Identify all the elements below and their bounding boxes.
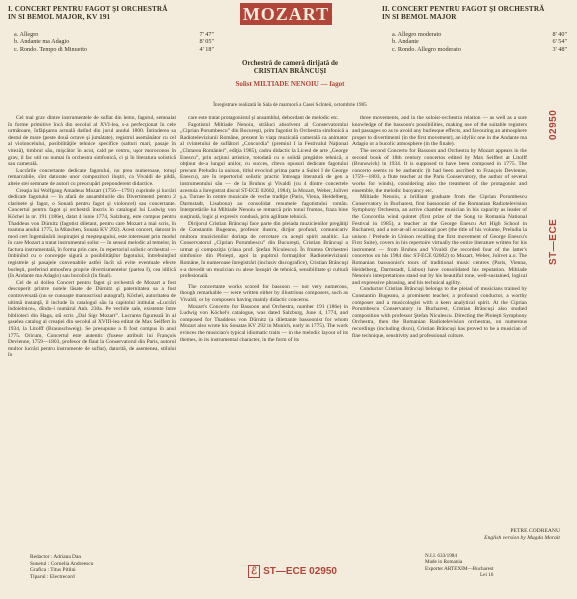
side-a-title-line2: IN SI BEMOL MAJOR, KV 191 xyxy=(8,13,111,21)
catalog-number: ℰ ST—ECE 02950 xyxy=(248,565,337,578)
liner-notes-column-3: three movements, and in the soloist-orchestra relation — as well as a sure knowledge of the bassoon's possibilities, making use of the suitable registers and passages so as to avoid any burlesque effects, and favouring an atmosphere proper to divertimenti (in the first movement), an idyllic one in the Andante ma Adagio or a bucolic atmosphere (in the finale). The second Concerto for Bassoon and Orchestra by Mozart appears in the second book of 18th century concertos edited by Max Seiffert at Litolff (Brunswick) in 1934. It is supposed to have been composed in 1775. The concerto seems to be authentic (it had been ascribed to François Devienne, 1759—1803, a flute teacher at the Paris Conservatory, the author of several works for winds), considering also the treatment of the protagonist and ensemble, the melodic buoyancy etc. Miltiade Nenoiu, a brilliant graduate from the Ciprian Porumbescu Conservatory in Bucharest, first bassoonist of the Romanian Radiotelevision Symphony Orchestra, an active chamber musician in his capacity as leader of the Concordia wind quintet (first prize of the Song to Romania National Festival in 1985), a teacher at the George Enescu Art High School in Bucharest, and a not-at-all occasional poet (the title of his volume, Preludiu la unison / Prelude in Unison recalling the first movement of George Enescu's First Suite), covers in his repertoire virtually the entire literature written for his instrument — from Bruhns and Vivaldi (he recorded four of the latter's concertos on his 1984 disc ST-ECE 02602) to Mozart, Weber, Jolivet a.o. The Romanian bassoonist's tours of traditional music centres (Paris, Vienna, Heidelberg, Darmstadt, Lisbon) have consolidated his reputation. Miltiade Nenoiu's interpretations stand out by his beautiful tone, well-sustained, logical and expressive phrasing, and his technical agility. Conductor Cristian Brâncuşi belongs to the pleiad of musicians trained by Constantin Bugeanu, a prominent teacher, a profound conductor, a worthy composer and a musicologist with a keen analytical spirit. At the Ciprian Porumbescu Conservatory in Bucharest, Cristian Brâncuşi also studied composition with professor Ştefan Niculescu. Directing the Ploieşti Symphony Orchestra, then the Romanian Radiotelevision orchestras, on numerous recordings (including discs), Cristian Brâncuşi has proved to be a musician of fine technique, sensitivity and professional culture. xyxy=(352,115,527,339)
orchestra-credit: Orchestră de cameră dirijată de CRISTIAN BRÂNCUŞI xyxy=(242,59,338,76)
side-a-title xyxy=(8,5,208,21)
track-item: c. Rondo. Allegro moderato 3' 48" xyxy=(392,45,567,53)
spine-label-prefix: ST—ECE xyxy=(548,218,559,265)
publisher-info: N.I.I. 633/1984 Made in Romania Exporter ARTEXIM—Bucharest Lei 16 xyxy=(425,553,494,579)
side-b-tracklist xyxy=(392,31,567,53)
track-item: b. Andante ma Adagio 8' 05" xyxy=(14,38,214,46)
label-logo-icon: ℰ xyxy=(248,565,260,578)
soloist-credit: Solist MILTIADE NENOIU — fagot xyxy=(235,80,345,88)
side-b-title-line2: IN SI BEMOL MAJOR xyxy=(382,13,457,21)
side-a-title-line1: I. CONCERT PENTRU FAGOT ŞI ORCHESTRĂ xyxy=(8,5,168,13)
spine-catalog-number: 02950 xyxy=(548,109,559,140)
track-item: c. Rondo. Tempo di Minuetto 4' 18" xyxy=(14,45,214,53)
production-credits: Redactor : Adriana Dan Sunetul : Cornelia Andreescu Grafica : Titus Pitlini Tiparul : Electrecord xyxy=(30,554,94,580)
author-signature: PETRE CODREANU English version by Magda Morait xyxy=(484,528,560,541)
liner-notes-column-1: Cel mai grav dintre instrumentele de suflat din lemn, fagotul, semnalat în forme primitive încă din secolul al XVI-lea, s-a perfecţionat în cele următoare, înfăţişarea actuală datînd din jurul anului 1800. Întinderea sa destul de mare (peste două octave şi jumătate), registrul asemănător cu cel al violoncelului, posibilităţile tehnice specifice (salturi mari, pasaje în viteză), timbrul său, mişcător în acut, cald pe centru, uşor moroconos în grav, il fac util nu numai în orchestra simfonică, ci şi în literatura solistică sau camerală. Lucrările concertante dedicate fagotului, nu prea numeroase, totuşi remarcabile, sînt datorate unor compozitori iluştri, ca Vivaldi de pildă, alteie stei semnate de autori cu preocupări preponderent didactice. Creaţia lui Wolfgang Amadeus Mozart (1756—1791) cuprinde şi lucrări dedicate fagotului — în afară de ansamblurile din Divertimenti pentru 2 clarinete şi fagot, o Sonată pentru fagot şi violoncel) sau concertante. Concertul pentru fagot şi orchestră înscris în catalogul lui Ludwig von Köchel la nr. 191 (186e), datat 4 iunie 1774, Salzburg, este compus pentru Thaddeus von Dürnitz (fagotist diletant, pentru care Mozart a mai scris, în toamna anului 1775, la München, Sonata KV 292). Acest concert, datorat în mod cert îngemănării inspiraţiei şi meşteşugului, este interesant prin modul în care Mozart a tratat instrumentul solist — în sensul melodic al temelor, în factura instrumentală, în forma prin care, în repertoriul solistic orchestral — îmbinînd cu o concepţie sigură a posibilităţilor fagotului, întrebuinţînd registrele şi pasajele convenabile astfel încît să evite eventuale efecte burleşti, preferind atmosfera proprie divertismentelor (partea I), cea idilică (în Andante ma Adagio) sau bucolică (în final). Cel de al doilea Concert pentru fagot şi orchestră de Mozart a fost descoperit printre notele lăsate de Dürnitz şi paternitatea sa a fost controversată (nu se cunoaşte manuscrisul autograf). Köchel, autoritatea de ultimă instanţă, il include în catalogul său la capitolul intitulat «Lucrări îndoielnice», dîndu-i numărul Anh. 230a. Pe vechile sale, existente între biblioteci din Haga, stă scris „Dal Sigr Mozart”. Lucrarea figurează în al şaselea catalog al creaţiei din secolul al XVIII-lea editat de Max Seiffert în 1934, la Litolff (Braunschweig). Se presupune a fi fost compus în anul 1775. Oricum, Concertul este autentic (fusese atribuit lui François Devienne, 1759—1803, profesor de flaut la Conservatorul din Paris, autorul multor lucrări pentru instrumente de suflat), datorită, de asemenea, stilului în xyxy=(8,115,176,359)
recording-note: Înregistrare realizată în Sala de marmoră a Casei Scînteii, octombrie 1985 xyxy=(213,102,367,108)
track-item: a. Allegro moderato 8' 40" xyxy=(392,31,567,38)
track-item: b. Andante 6' 54" xyxy=(392,38,567,46)
track-item: a. Allegro 7' 47" xyxy=(14,31,214,38)
liner-notes-column-2: care este tratat protagonistul şi ansamblul, debordant de melodic etc. Fagotistul Miltiade Nenoiu, străluci absolvent al Conservatorului „Ciprian Porumbescu” din Bucureşti, prim fagotist în Orchestra simfonică a Radioteleviziunii Române, prezent în viaţa muzicală camerală ca animator al cvintetului de suflători „Concordia” (premiul I la Festivalul Naţional „Cîntarea României”, ediţia 1985), cadru didactic la Liceul de arte „George Enescu”, prin acţiuni artistice, totodată cu o solidă pregătire tehnică, a obţinut de-a lungul anilor, cu succes, cîteva opusuri dedicate fagotului precum Preludiu la unison, titlul evocind prima parte a Suitei I de George Enescu), are în repertoriul solistic practic întreaga literatură de gen a instrumentului său — de la Bruhns şi Vivaldi (cu 4 dintre concertele acestuia a înregistrat discul ST-ECE 02602, 1984), la Mozart, Weber, Jolivet ş.a. Turnee în centre muzicale de veche tradiţie (Paris, Viena, Heidelberg, Darmstadt, Lisabona) au consolidat renumele fagotistului român. Interpretările lui Miltiade Nenoiu se remarcă prin tonul frumos, fraza bine susţinută, logic şi expresiv condusă, prin agilitate tehnică. Dirijorul Cristian Brâncuşi face parte din pleiada muzicienilor pregătiţi de Constantin Bugeanu, profesor ilustru, dirijor profund, comunicativ multora muzicienilor dorinţa de cercetare cu aceşti spirit analitic. La Conservatorul „Ciprian Porumbescu” din Bucureşti, Cristian Brâncuşi a urmat şi compoziţia (clasa prof. Ştefan Niculescu). În fruntea Orchestrei simfonice din Ploieşti, apoi la pupitrul formaţiilor Radioteleviziunii Române, în numeroase înregistrări (inclusiv discografice), Cristian Brâncuşi s-a dovedit un muzician cu alese însuşiri de tehnică, sensibilitate şi cultură profesională. The concertante works scored for bassoon — not very numerous, though remarkable — were written either by illustrious composers, such as Vivaldi, or by composers having mainly didactic concerns. Mozart's Concerto for Bassoon and Orchestra, number 191 (186e) in Ludwig von Köchel's catalogue, was dated Salzburg, June 4, 1774, and composed for Thaddeus von Dürnitz (a dilettante bassoonist for whom Mozart also wrote his Sonatas KV 292 in Munich, early in 1775). The work evinces the musician's typical idiomatic traits — in the melodic layout of its themes, in its instrumental character, in the form of its xyxy=(180,115,348,343)
side-b-title xyxy=(382,5,572,21)
side-a-tracklist xyxy=(14,31,214,53)
side-b-title-line1: II. CONCERT PENTRU FAGOT ŞI ORCHESTRĂ xyxy=(382,5,545,13)
composer-logo: MOZART xyxy=(240,3,332,25)
